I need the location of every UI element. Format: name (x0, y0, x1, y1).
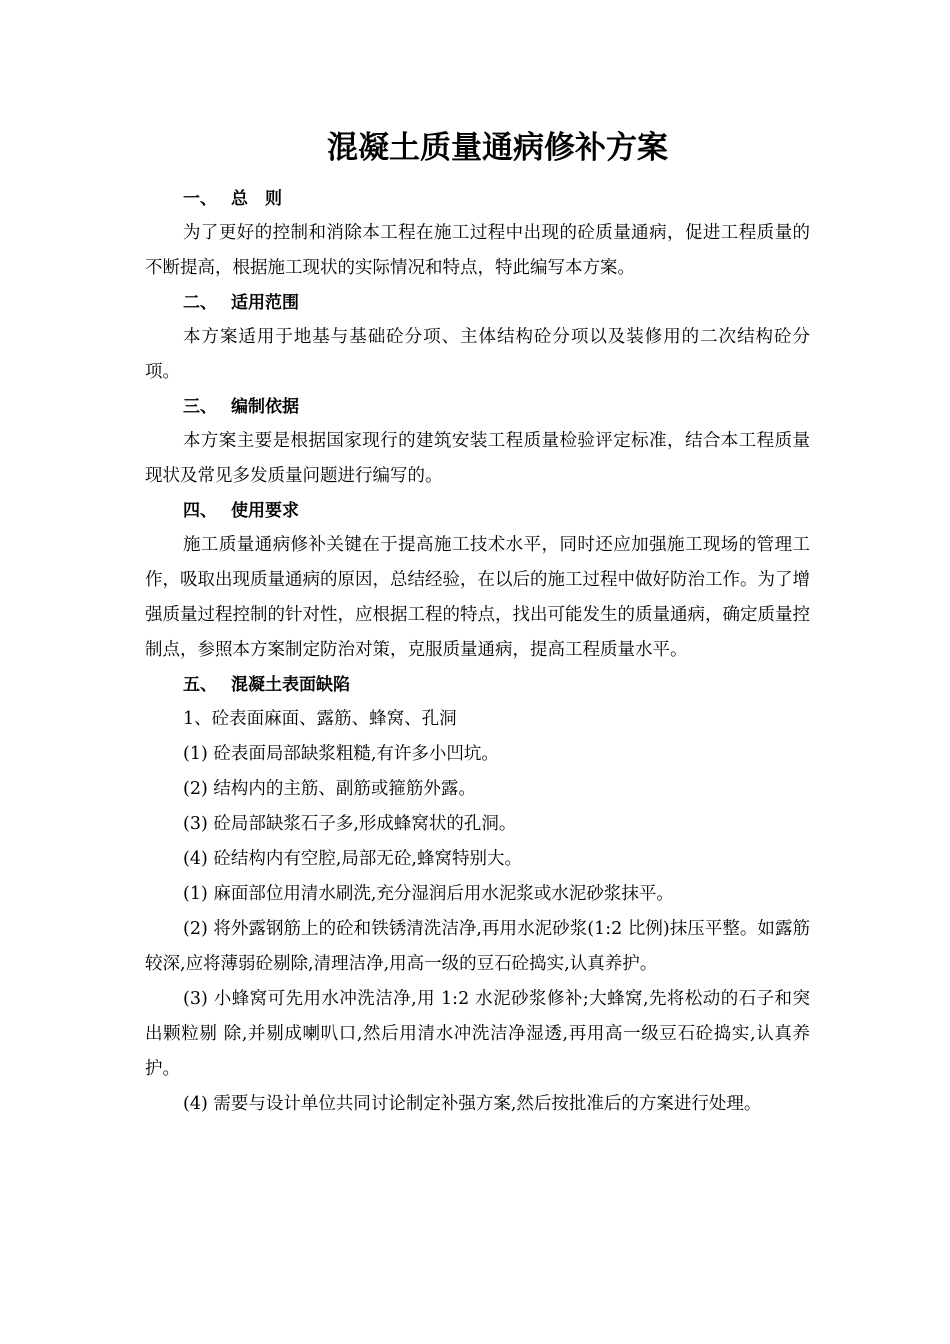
section-paragraph: 本方案适用于地基与基础砼分项、主体结构砼分项以及装修用的二次结构砼分项。 (145, 327, 810, 382)
symptom-item: (4) 砼结构内有空腔,局部无砼,蜂窝特别大。 (183, 849, 522, 869)
section-number: 五、 (183, 675, 217, 695)
section-title: 编制依据 (231, 397, 299, 417)
remedy-item: (4) 需要与设计单位共同讨论制定补强方案,然后按批准后的方案进行处理。 (183, 1094, 762, 1114)
section-title: 混凝土表面缺陷 (231, 675, 350, 695)
symptom-item: (3) 砼局部缺浆石子多,形成蜂窝状的孔洞。 (183, 814, 517, 834)
section-paragraph: 施工质量通病修补关键在于提高施工技术水平，同时还应加强施工现场的管理工作，吸取出现质量通病的原因，总结经验，在以后的施工过程中做好防治工作。为了增强质量过程控制的针对性，应根据工程的特点，找出可能发生的质量通病，确定质量控制点，参照本方案制定防治对策，克服质量通病，提高工程质量水平。 (145, 535, 810, 660)
section-number: 三、 (183, 397, 217, 417)
section-number: 四、 (183, 501, 217, 521)
remedy-item: (2) 将外露钢筋上的砼和铁锈清洗洁净,再用水泥砂浆(1:2 比例)抹压平整。如露筋较深,应将薄弱砼剔除,清理洁净,用高一级的豆石砼捣实,认真养护。 (145, 919, 810, 974)
section-heading-scope (145, 286, 810, 320)
symptom-item: (2) 结构内的主筋、副筋或箍筋外露。 (183, 779, 476, 799)
section-heading-requirements (145, 494, 810, 528)
section-title: 使用要求 (231, 501, 299, 521)
remedy-item: (3) 小蜂窝可先用水冲洗洁净,用 1:2 水泥砂浆修补;大蜂窝,先将松动的石子和突出颗粒剔 除,并剔成喇叭口,然后用清水冲洗洁净湿透,再用高一级豆石砼捣实,认真养护。 (145, 989, 810, 1079)
section-number: 一、 (183, 189, 217, 209)
section-title: 适用范围 (231, 293, 299, 313)
symptom-item: (1) 砼表面局部缺浆粗糙,有许多小凹坑。 (183, 744, 499, 764)
section-title: 总 则 (231, 189, 282, 209)
section-heading-basis (145, 390, 810, 424)
document-title: 混凝土质量通病修补方案 (327, 130, 668, 166)
section-paragraph: 本方案主要是根据国家现行的建筑安装工程质量检验评定标准，结合本工程质量现状及常见多发质量问题进行编写的。 (145, 431, 810, 486)
remedy-item: (1) 麻面部位用清水刷洗,充分湿润后用水泥浆或水泥砂浆抹平。 (183, 884, 674, 904)
section-heading-general (145, 182, 810, 216)
subsection-heading: 1、砼表面麻面、露筋、蜂窝、孔洞 (183, 709, 457, 729)
section-paragraph: 为了更好的控制和消除本工程在施工过程中出现的砼质量通病，促进工程质量的不断提高，根据施工现状的实际情况和特点，特此编写本方案。 (145, 223, 810, 278)
section-heading-surface-defects (145, 668, 810, 702)
section-number: 二、 (183, 293, 217, 313)
document-page (145, 120, 810, 1122)
